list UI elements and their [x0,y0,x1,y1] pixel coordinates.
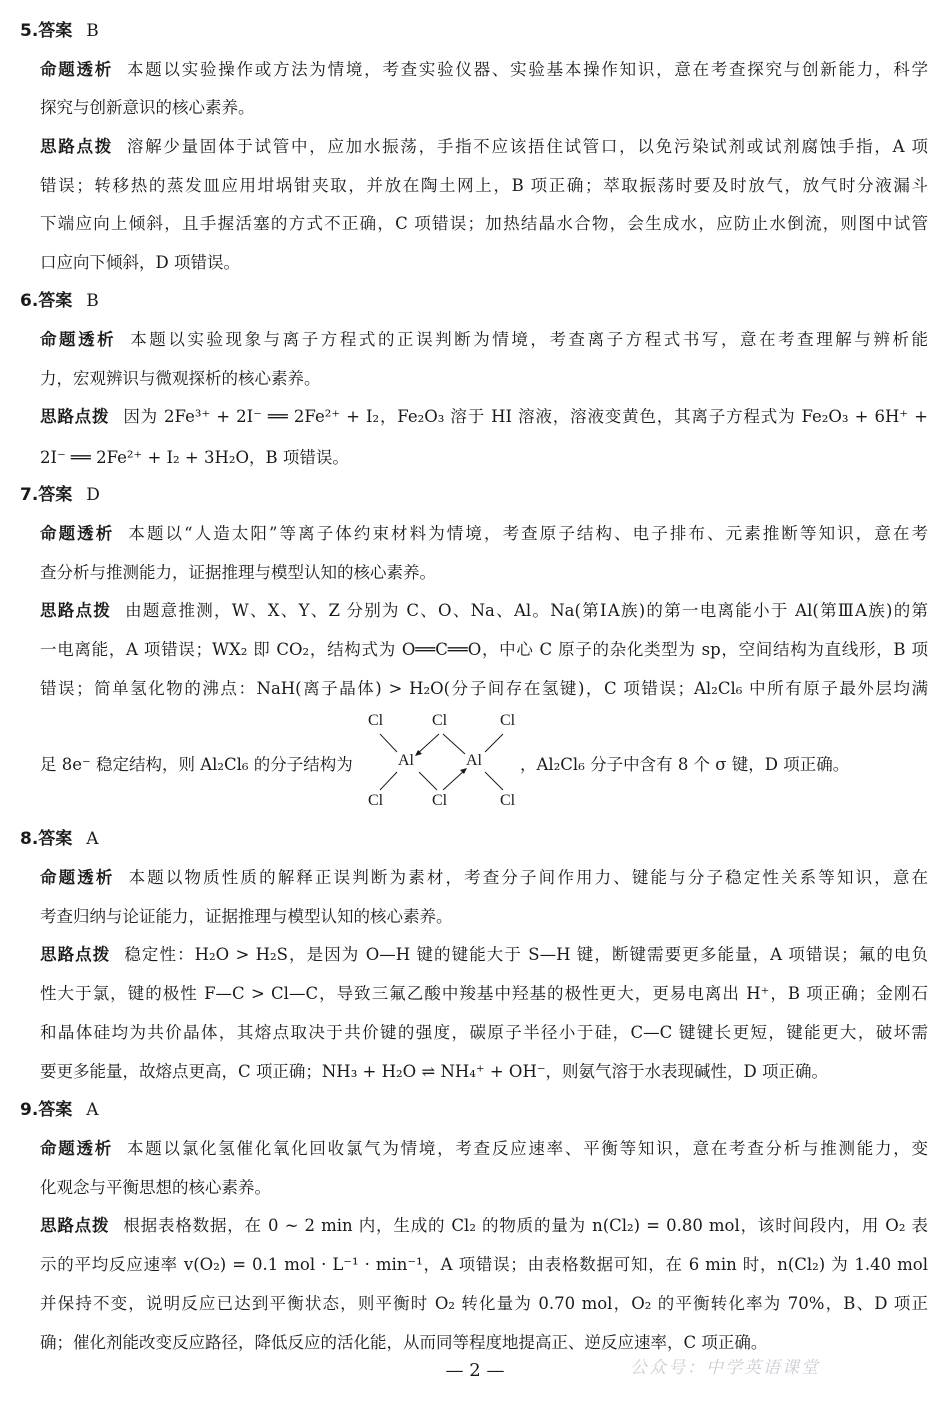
answer-value: D [86,485,100,505]
q8-hint-line-4: 要更多能量，故熔点更高，C 项正确；NH₃ + H₂O ⇌ NH₄⁺ + OH⁻，则氨气溶于水表现碱性，D 项正确。 [40,1062,829,1081]
question-7-header [20,483,100,507]
q8-hint-line-3: 和晶体硅均为共价晶体，其熔点取决于共价键的强度，碳原子半径小于硅，C—C 键键长更短，键能更大，破坏需 [40,1023,928,1042]
text: 本题以实验现象与离子方程式的正误判断为情境，考查离子方程式书写，意在考查理解与辨析能 [130,330,929,349]
q7-analysis-line-2: 查分析与推测能力，证据推理与模型认知的核心素养。 [40,563,436,582]
text: 因为 2Fe³⁺ + 2I⁻ ══ 2Fe²⁺ + I₂，Fe₂O₃ 溶于 HI 溶液，溶液变黄色，其离子方程式为 Fe₂O₃ + 6H⁺ + [123,407,929,426]
answer-label: 答案 [38,21,73,41]
q5-analysis-line-1 [40,58,928,82]
hint-label: 思路点拨 [40,945,111,964]
answer-value: A [86,829,99,849]
q6-hint-line-2: 2I⁻ ══ 2Fe²⁺ + I₂ + 3H₂O，B 项错误。 [40,448,349,467]
text: 本题以实验操作或方法为情境，考查实验仪器、实验基本操作知识，意在考查探究与创新能力，科学 [126,60,929,79]
hint-label: 思路点拨 [40,137,113,156]
question-number: 6. [20,291,39,311]
q7-hint-line-1 [40,599,928,623]
hint-label: 思路点拨 [40,1216,110,1235]
q5-analysis-line-2: 探究与创新意识的核心素养。 [40,98,255,117]
text: 根据表格数据，在 0 ~ 2 min 内，生成的 Cl₂ 的物质的量为 n(Cl₂) = 0.80 mol，该时间段内，用 O₂ 表 [123,1216,929,1235]
q8-analysis-line-2: 考查归纳与论证能力，证据推理与模型认知的核心素养。 [40,907,453,926]
q9-hint-line-2: 示的平均反应速率 v(O₂) = 0.1 mol · L⁻¹ · min⁻¹，A 项错误；由表格数据可知，在 6 min 时，n(Cl₂) 为 1.40 mol [40,1255,928,1274]
q7-hint-line-2: 一电离能，A 项错误；WX₂ 即 CO₂，结构式为 O══C══O，中心 C 原子的杂化类型为 sp，空间结构为直线形，B 项 [40,640,928,659]
atom-cl: Cl [500,712,516,729]
q7-hint-line-4-post: ，Al₂Cl₆ 分子中含有 8 个 σ 键，D 项正确。 [520,755,850,774]
question-9-header [20,1098,99,1122]
question-number: 9. [20,1100,39,1120]
atom-cl: Cl [432,712,448,729]
question-number: 7. [20,485,39,505]
q5-hint-line-2: 错误；转移热的蒸发皿应用坩埚钳夹取，并放在陶土网上，B 项正确；萃取振荡时要及时放气，放气时分液漏斗 [40,176,928,195]
question-6-header [20,289,99,313]
answer-label: 答案 [38,485,73,505]
q7-hint-line-3: 错误；简单氢化物的沸点：NaH(离子晶体) > H₂O(分子间存在氢键)，C 项错误；Al₂Cl₆ 中所有原子最外层均满 [40,679,928,698]
q7-analysis-line-1 [40,522,928,546]
q5-hint-line-3: 下端应向上倾斜，且手握活塞的方式不正确，C 项错误；加热结晶水合物，会生成水，应防止水倒流，则图中试管 [40,214,928,233]
q6-analysis-line-1 [40,328,928,352]
q8-hint-line-2: 性大于氯，键的极性 F—C > Cl—C，导致三氟乙酸中羧基中羟基的极性更大，更易电离出 H⁺，B 项正确；金刚石 [40,984,928,1003]
answer-label: 答案 [38,1100,73,1120]
analysis-label: 命题透析 [40,60,113,79]
question-8-header [20,827,99,851]
text: 本题以物质性质的解释正误判断为素材，考查分子间作用力、键能与分子稳定性关系等知识，意在 [128,868,929,887]
atom-cl: Cl [368,712,384,729]
q9-analysis-line-1 [40,1137,928,1161]
answer-label: 答案 [38,829,73,849]
q9-hint-line-4: 确；催化剂能改变反应路径，降低反应的活化能，从而同等程度地提高正、逆反应速率，C 项正确。 [40,1333,768,1352]
text: 稳定性：H₂O > H₂S，是因为 O—H 键的键能大于 S—H 键，断键需要更多能量，A 项错误；氟的电负 [124,945,928,964]
q6-hint-line-1 [40,405,928,429]
watermark: 公众号：中学英语课堂 [630,1358,820,1378]
question-5-header [20,19,99,43]
analysis-label: 命题透析 [40,524,115,543]
analysis-label: 命题透析 [40,1139,113,1158]
analysis-label: 命题透析 [40,868,115,887]
question-number: 5. [20,21,39,41]
answer-value: B [86,291,99,311]
text: 溶解少量固体于试管中，应加水振荡，手指不应该捂住试管口，以免污染试剂或试剂腐蚀手指，A 项 [126,137,928,156]
q9-hint-line-3: 并保持不变，说明反应已达到平衡状态，则平衡时 O₂ 转化量为 0.70 mol，O₂ 的平衡转化率为 70%，B、D 项正 [40,1294,928,1313]
q5-hint-line-1 [40,135,928,159]
q8-analysis-line-1 [40,866,928,890]
atom-cl: Cl [432,792,448,809]
answer-value: B [86,21,99,41]
answer-label: 答案 [38,291,73,311]
text: 本题以氯化氢催化氧化回收氯气为情境，考查反应速率、平衡等知识，意在考查分析与推测能力，变 [126,1139,929,1158]
q9-hint-line-1 [40,1214,928,1238]
hint-label: 思路点拨 [40,601,112,620]
q6-analysis-line-2: 力，宏观辨识与微观探析的核心素养。 [40,369,321,388]
atom-cl: Cl [500,792,516,809]
page-number: — 2 — [445,1360,505,1381]
answer-value: A [86,1100,99,1120]
text: 由题意推测，W、X、Y、Z 分别为 C、O、Na、Al。Na(第ⅠA族)的第一电离能小于 Al(第ⅢA族)的第 [125,601,928,620]
atom-cl: Cl [368,792,384,809]
text: 本题以“人造太阳”等离子体约束材料为情境，考查原子结构、电子排布、元素推断等知识，意在考 [128,524,929,543]
atom-al: Al [466,752,482,769]
q7-hint-line-4-pre: 足 8e⁻ 稳定结构，则 Al₂Cl₆ 的分子结构为 [40,755,353,774]
atom-al: Al [398,752,414,769]
q9-analysis-line-2: 化观念与平衡思想的核心素养。 [40,1178,271,1197]
question-number: 8. [20,829,39,849]
q5-hint-line-4: 口应向下倾斜，D 项错误。 [40,253,240,272]
al2cl6-structure-diagram [360,710,530,814]
q8-hint-line-1 [40,943,928,967]
hint-label: 思路点拨 [40,407,110,426]
analysis-label: 命题透析 [40,330,117,349]
